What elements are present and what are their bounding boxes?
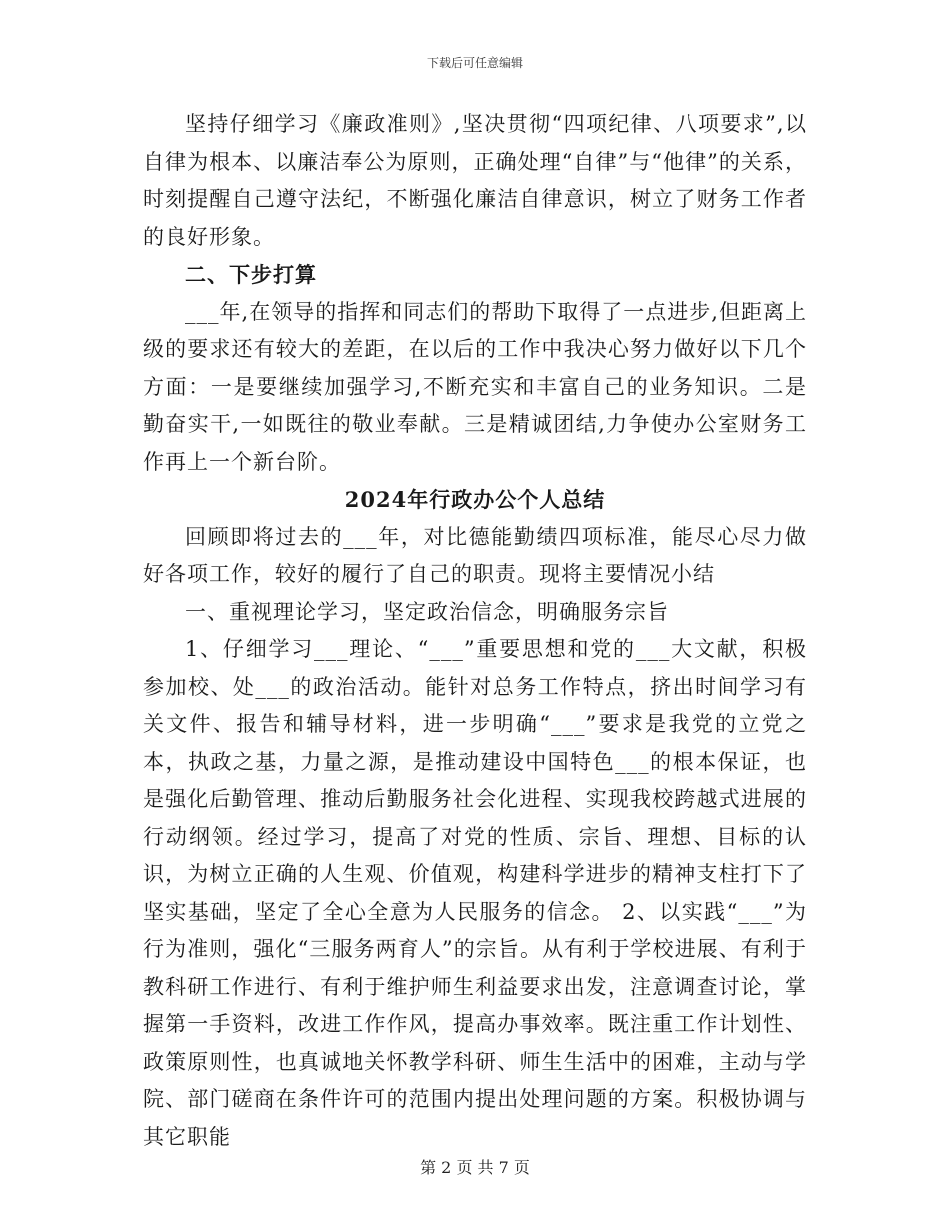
paragraph-study-details: 1、仔细学习___理论、“___”重要思想和党的___大文献，积极参加校、处___的政治活动。能针对总务工作特点，挤出时间学习有关文件、报告和辅导材料，进一步明确“___”要求是我党的立党之本，执政之基，力量之源，是推动建设中国特色___的根本保证，也是强化后勤管理、推动后勤服务社会化进程、实现我校跨越式进展的行动纲领。经过学习，提高了对党的性质、宗旨、理想、目标的认识，为树立正确的人生观、价值观，构建科学进步的精神支柱打下了坚实基础，坚定了全心全意为人民服务的信念。 2、以实践“___”为行为准则，强化“三服务两育人”的宗旨。从有利于学校进展、有利于教科研工作进行、有利于维护师生利益要求出发，注意调查讨论，掌握第一手资料，改进工作作风，提高办事效率。既注重工作计划性、政策原则性，也真诚地关怀教学科研、师生生活中的困难，主动与学院、部门磋商在条件许可的范围内提出处理问题的方案。积极协调与其它职能 [143, 637, 807, 1149]
paragraph-next-plan: ___年,在领导的指挥和同志们的帮助下取得了一点进步,但距离上级的要求还有较大的差距，在以后的工作中我决心努力做好以下几个方面：一是要继续加强学习,不断充实和丰富自己的业务知识。二是勤奋实干,一如既往的敬业奉献。三是精诚团结,力争使办公室财务工作再上一个新台阶。 [143, 299, 807, 474]
document-body [143, 106, 807, 1156]
section-heading-next-plan: 二、下步打算 [185, 262, 317, 287]
section-heading-theory-study: 一、重视理论学习，坚定政治信念，明确服务宗旨 [185, 599, 669, 624]
document-title: 2024年行政办公个人总结 [344, 487, 606, 512]
paragraph-discipline: 坚持仔细学习《廉政准则》,坚决贯彻“四项纪律、八项要求”,以自律为根本、以廉洁奉公为原则，正确处理“自律”与“他律”的关系，时刻提醒自己遵守法纪，不断强化廉洁自律意识，树立了财务工作者的良好形象。 [143, 112, 807, 249]
paragraph-review: 回顾即将过去的___年，对比德能勤绩四项标准，能尽心尽力做好各项工作，较好的履行了自己的职责。现将主要情况小结 [143, 524, 807, 586]
page-number-footer: 第 2 页 共 7 页 [420, 1158, 530, 1177]
page-header-note: 下载后可任意编辑 [426, 56, 523, 70]
